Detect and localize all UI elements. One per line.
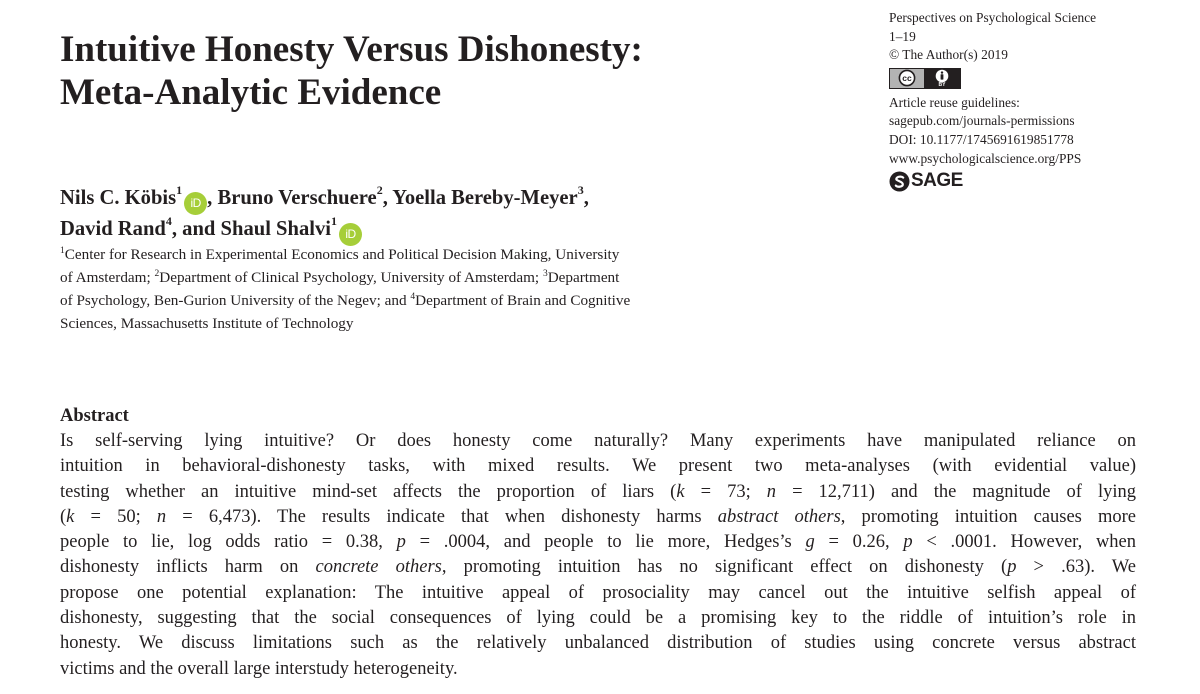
abstract-line (60, 429, 1136, 454)
affiliation-line (60, 266, 760, 289)
affiliation-marker: 1 (176, 183, 183, 198)
affiliation-text: of Amsterdam; (60, 269, 155, 286)
abstract-text: = 12,711) and the magnitude of lying (776, 481, 1136, 502)
affiliation-text: Sciences, Massachusetts Institute of Technology (60, 315, 354, 332)
author-separator: , (382, 187, 393, 209)
abstract-text: intuition in behavioral-dishonesty tasks, with mixed results. We present two meta-analyses (with evidential value) (60, 456, 1136, 477)
reuse-guidelines-label: Article reuse guidelines: (889, 94, 1020, 110)
reuse-guidelines-link[interactable]: sagepub.com/journals-permissions (889, 113, 1075, 129)
article-title-line-2: Meta-Analytic Evidence (60, 72, 442, 113)
abstract-line (60, 505, 1136, 530)
author-line-1 (60, 184, 820, 215)
sage-swirl-icon (889, 171, 910, 192)
affiliation-number: 4 (410, 291, 416, 302)
abstract-body (60, 429, 1136, 682)
affiliation-marker: 3 (577, 183, 584, 198)
orcid-icon[interactable]: iD (184, 192, 207, 215)
abstract-italic-text: k (66, 506, 75, 527)
abstract-text: = .0004, and people to lie more, Hedges’s (405, 532, 806, 553)
author-name: Nils C. Köbis (60, 187, 177, 209)
abstract-text: people to lie, log odds ratio = 0.38, (60, 532, 397, 553)
author-line-2 (60, 215, 820, 246)
abstract-line (60, 454, 1136, 479)
affiliation-text: Department of Clinical Psychology, University of Amsterdam; (159, 269, 543, 286)
affiliation-number: 2 (154, 268, 160, 279)
abstract-line (60, 657, 1136, 682)
abstract-line (60, 480, 1136, 505)
affiliation-line (60, 289, 760, 312)
abstract-line (60, 606, 1136, 631)
journal-website-link[interactable]: www.psychologicalscience.org/PPS (889, 150, 1082, 166)
abstract-italic-text: k (676, 481, 685, 502)
abstract-text: dishonesty inflicts harm on (60, 557, 316, 578)
abstract-italic-text: concrete others (315, 557, 442, 578)
abstract-italic-text: p (903, 532, 913, 553)
affiliation-text: Department of Brain and Cognitive (415, 292, 631, 309)
sage-wordmark: SAGE (911, 169, 963, 191)
author-list (60, 184, 820, 246)
abstract-text: = 50; (74, 506, 157, 527)
journal-name: Perspectives on Psychological Science (889, 10, 1097, 25)
affiliation-marker: 2 (376, 183, 383, 198)
affiliation-line (60, 243, 760, 266)
abstract-italic-text: p (396, 532, 406, 553)
abstract-line (60, 631, 1136, 656)
author-name: Bruno Verschuere (217, 187, 377, 209)
cc-letters: cc (902, 73, 912, 84)
affiliation-text: Center for Research in Experimental Economics and Political Decision Making, University (64, 246, 620, 263)
abstract-text: > .63). We (1016, 557, 1136, 578)
copyright-notice: © The Author(s) 2019 (889, 47, 1008, 63)
abstract-text: < .0001. However, when (912, 532, 1137, 553)
abstract-text: , promoting intuition causes more (840, 506, 1137, 527)
abstract-italic-text: g (805, 532, 815, 553)
abstract-text: dishonesty, suggesting that the social consequences of lying could be a promising key to the riddle of intuition’s role in (60, 608, 1136, 629)
author-separator: , (583, 187, 589, 209)
affiliation-line (60, 312, 760, 335)
author-separator: , (207, 187, 218, 209)
abstract-italic-text: abstract others (717, 506, 841, 527)
by-label: BY (938, 81, 946, 88)
attribution-icon (924, 69, 960, 88)
abstract-text: propose one potential explanation: The intuitive appeal of prosociality may cancel out the intuitive selfish appeal of (60, 582, 1136, 603)
abstract-line (60, 581, 1136, 606)
affiliation-text: of Psychology, Ben-Gurion University of the Negev; and (60, 292, 411, 309)
affiliation-number: 1 (60, 245, 65, 256)
affiliation-marker: 4 (165, 214, 172, 229)
author-name: Shaul Shalvi (220, 218, 332, 240)
abstract-italic-text: p (1007, 557, 1017, 578)
affiliation-number: 3 (542, 268, 548, 279)
abstract-italic-text: n (156, 506, 167, 527)
doi[interactable]: DOI: 10.1177/1745691619851778 (889, 131, 1074, 147)
affiliation-text: Department (547, 269, 620, 286)
abstract-text: victims and the overall large interstudy heterogeneity. (60, 658, 458, 679)
article-title-line-1: Intuitive Honesty Versus Dishonesty: (60, 29, 643, 70)
abstract-text: , promoting intuition has no significant effect on dishonesty ( (441, 557, 1008, 578)
abstract-text: = 73; (684, 481, 767, 502)
affiliations (60, 243, 760, 335)
author-name: Yoella Bereby-Meyer (392, 187, 578, 209)
cc-by-license-badge[interactable] (889, 68, 961, 89)
journal-info-block (889, 9, 1189, 193)
abstract-text: honesty. We discuss limitations such as the relatively unbalanced distribution of studies using concrete versus abstract (60, 633, 1136, 654)
author-name: David Rand (60, 218, 166, 240)
article-title (60, 28, 820, 114)
sage-publisher-logo (889, 169, 1189, 193)
affiliation-marker: 1 (331, 214, 338, 229)
abstract-italic-text: n (766, 481, 777, 502)
author-separator: , and (171, 218, 221, 240)
creative-commons-icon (890, 69, 924, 88)
abstract-text: = 0.26, (814, 532, 904, 553)
orcid-icon[interactable]: iD (339, 223, 362, 246)
abstract-line (60, 555, 1136, 580)
abstract-text: = 6,473). The results indicate that when dishonesty harms (166, 506, 718, 527)
abstract-text: testing whether an intuitive mind-set affects the proportion of liars ( (60, 481, 677, 502)
abstract-text: Is self-serving lying intuitive? Or does honesty come naturally? Many experiments have manipulated reliance on (60, 431, 1136, 451)
abstract-line (60, 530, 1136, 555)
abstract-heading: Abstract (60, 406, 129, 426)
abstract-text: ( (60, 506, 67, 527)
page-range: 1–19 (889, 28, 916, 44)
